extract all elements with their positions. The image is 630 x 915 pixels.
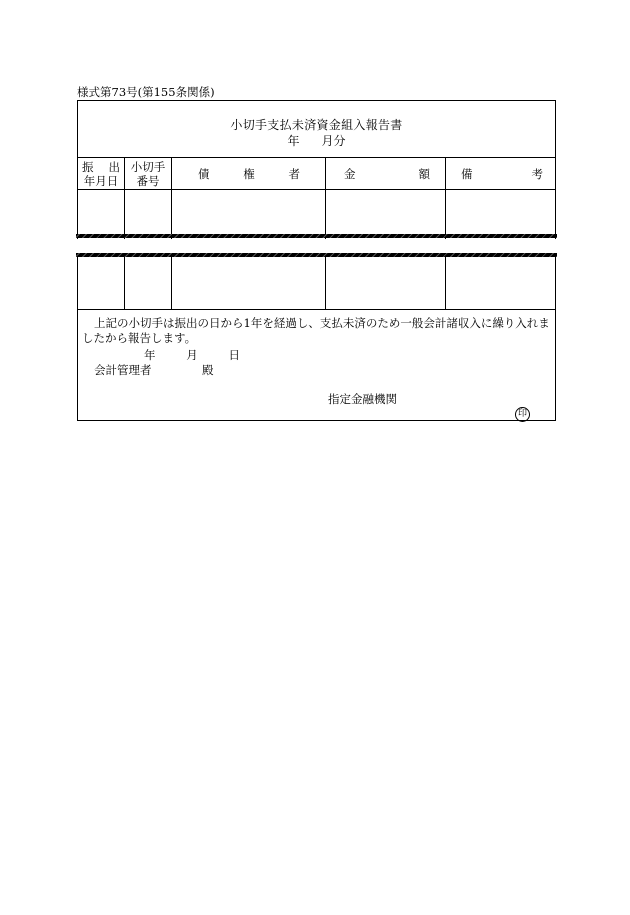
report-date: 年 月 日	[144, 348, 240, 362]
header-issue-date: 振 出 年月日	[82, 160, 120, 188]
header-top-rule	[78, 157, 555, 158]
title-block	[78, 101, 555, 157]
period-year: 年	[287, 134, 300, 148]
col-divider-4-lower	[445, 254, 446, 309]
header-creditor: 債 権 者	[198, 167, 300, 181]
col-divider-1	[124, 157, 125, 239]
omission-line-top	[76, 234, 557, 238]
col-divider-1-lower	[124, 254, 125, 309]
col-divider-3	[325, 157, 326, 239]
omission-line-bottom	[76, 253, 557, 257]
seal-icon: 印	[515, 407, 530, 422]
report-statement	[78, 309, 555, 421]
period-month: 月分	[321, 134, 346, 148]
form-title: 小切手支払未済資金組入報告書	[230, 118, 403, 132]
col-divider-2	[171, 157, 172, 239]
honorific: 殿	[202, 363, 214, 377]
header-amount: 金 額	[344, 167, 430, 181]
header-check-number: 小切手 番号	[130, 160, 166, 188]
statement-text: 上記の小切手は振出の日から1年を経過し、支払未済のため一般会計諸収入に繰り入れましたから報告します。	[82, 316, 550, 345]
report-period	[78, 132, 555, 149]
col-divider-4	[445, 157, 446, 239]
report-form	[77, 100, 556, 421]
form-number: 様式第73号(第155条関係)	[77, 85, 215, 99]
header-bottom-rule	[78, 189, 555, 190]
col-divider-2-lower	[171, 254, 172, 309]
addressee: 会計管理者	[94, 363, 152, 377]
col-divider-3-lower	[325, 254, 326, 309]
omission-gap	[77, 239, 556, 254]
header-remarks: 備 考	[461, 167, 543, 181]
designated-institution: 指定金融機関	[328, 392, 397, 406]
